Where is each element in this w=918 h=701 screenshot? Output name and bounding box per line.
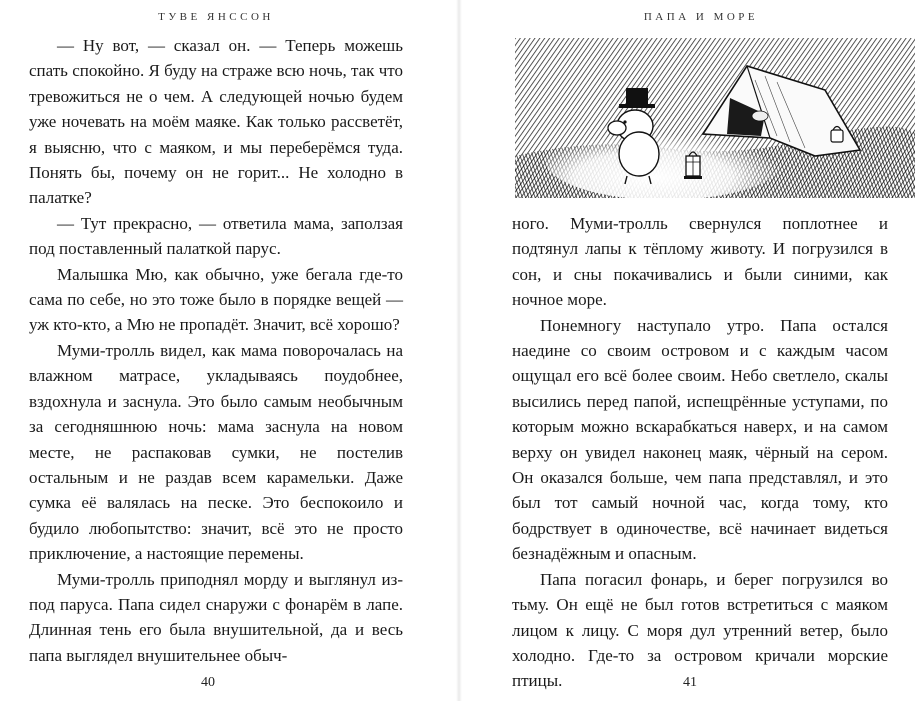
running-head-author: ТУВЕ ЯНССОН bbox=[158, 11, 274, 23]
page-number: 41 bbox=[683, 675, 697, 690]
paragraph: Муми-тролль видел, как мама поворочалась на влажном матрасе, укладываясь поудобнее, вздохнула и заснула. Это было самым необычным за сегодняшнюю ночь: мама заснула на новом месте, не распаковав сумки, не постелив остальным и не раздав всем карамельки. Даже сумка её валялась на песке. Это беспокоило и будило любопытство: значит, всё это не просто приключение, а настоящие перемены. bbox=[29, 340, 403, 564]
left-page-text bbox=[29, 33, 403, 668]
paragraph: — Ну вот, — сказал он. — Теперь можешь спать спокойно. Я буду на страже всю ночь, так что тревожиться не о чем. А следующей ночью будем уже ночевать на моём маяке. Как только рассветёт, я выясню, что с маяком, и мы переберёмся туда. Понять бы, почему он не горит... Не холодно в палатке? bbox=[29, 36, 403, 208]
right-page-text bbox=[512, 211, 888, 694]
moomin-tent-illustration bbox=[515, 38, 915, 198]
paragraph: Малышка Мю, как обычно, уже бегала где-то сама по себе, но это тоже было в порядке вещей — уж кто-кто, а Мю не пропадёт. Значит, всё хорошо? bbox=[29, 264, 403, 335]
paragraph: ного. Муми-тролль свернулся поплотнее и подтянул лапы к тёплому животу. И погрузился в сон, и сны покачивались и были синими, как ночное море. bbox=[512, 214, 888, 310]
paragraph: Папа погасил фонарь, и берег погрузился во тьму. Он ещё не был готов встретиться с маяком лицом к лицу. С моря дул утренний ветер, было холодно. Где-то за островом кричали морские птицы. bbox=[512, 569, 888, 691]
paragraph: Муми-тролль приподнял морду и выглянул из-под паруса. Папа сидел снаружи с фонарём в лапе. Длинная тень его была внушительной, да и весь папа выглядел внушительнее обыч- bbox=[29, 569, 403, 665]
paragraph: Понемногу наступало утро. Папа остался наедине со своим островом и с каждым часом ощущал его всё более своим. Небо светлело, скалы высились перед папой, испещрённые уступами, по которым можно вскарабкаться наверх, и на самом верху он увидел наконец маяк, чёрный на сером. Он оказался больше, чем папа представлял, и это был тот самый ночной час, когда тому, кто бодрствует в одиночестве, всё начинает видеться безнадёжным и опасным. bbox=[512, 315, 888, 564]
paragraph: — Тут прекрасно, — ответила мама, заползая под поставленный палаткой парус. bbox=[29, 213, 403, 259]
page-number: 40 bbox=[201, 675, 215, 690]
running-head-title: ПАПА И МОРЕ bbox=[643, 11, 759, 23]
